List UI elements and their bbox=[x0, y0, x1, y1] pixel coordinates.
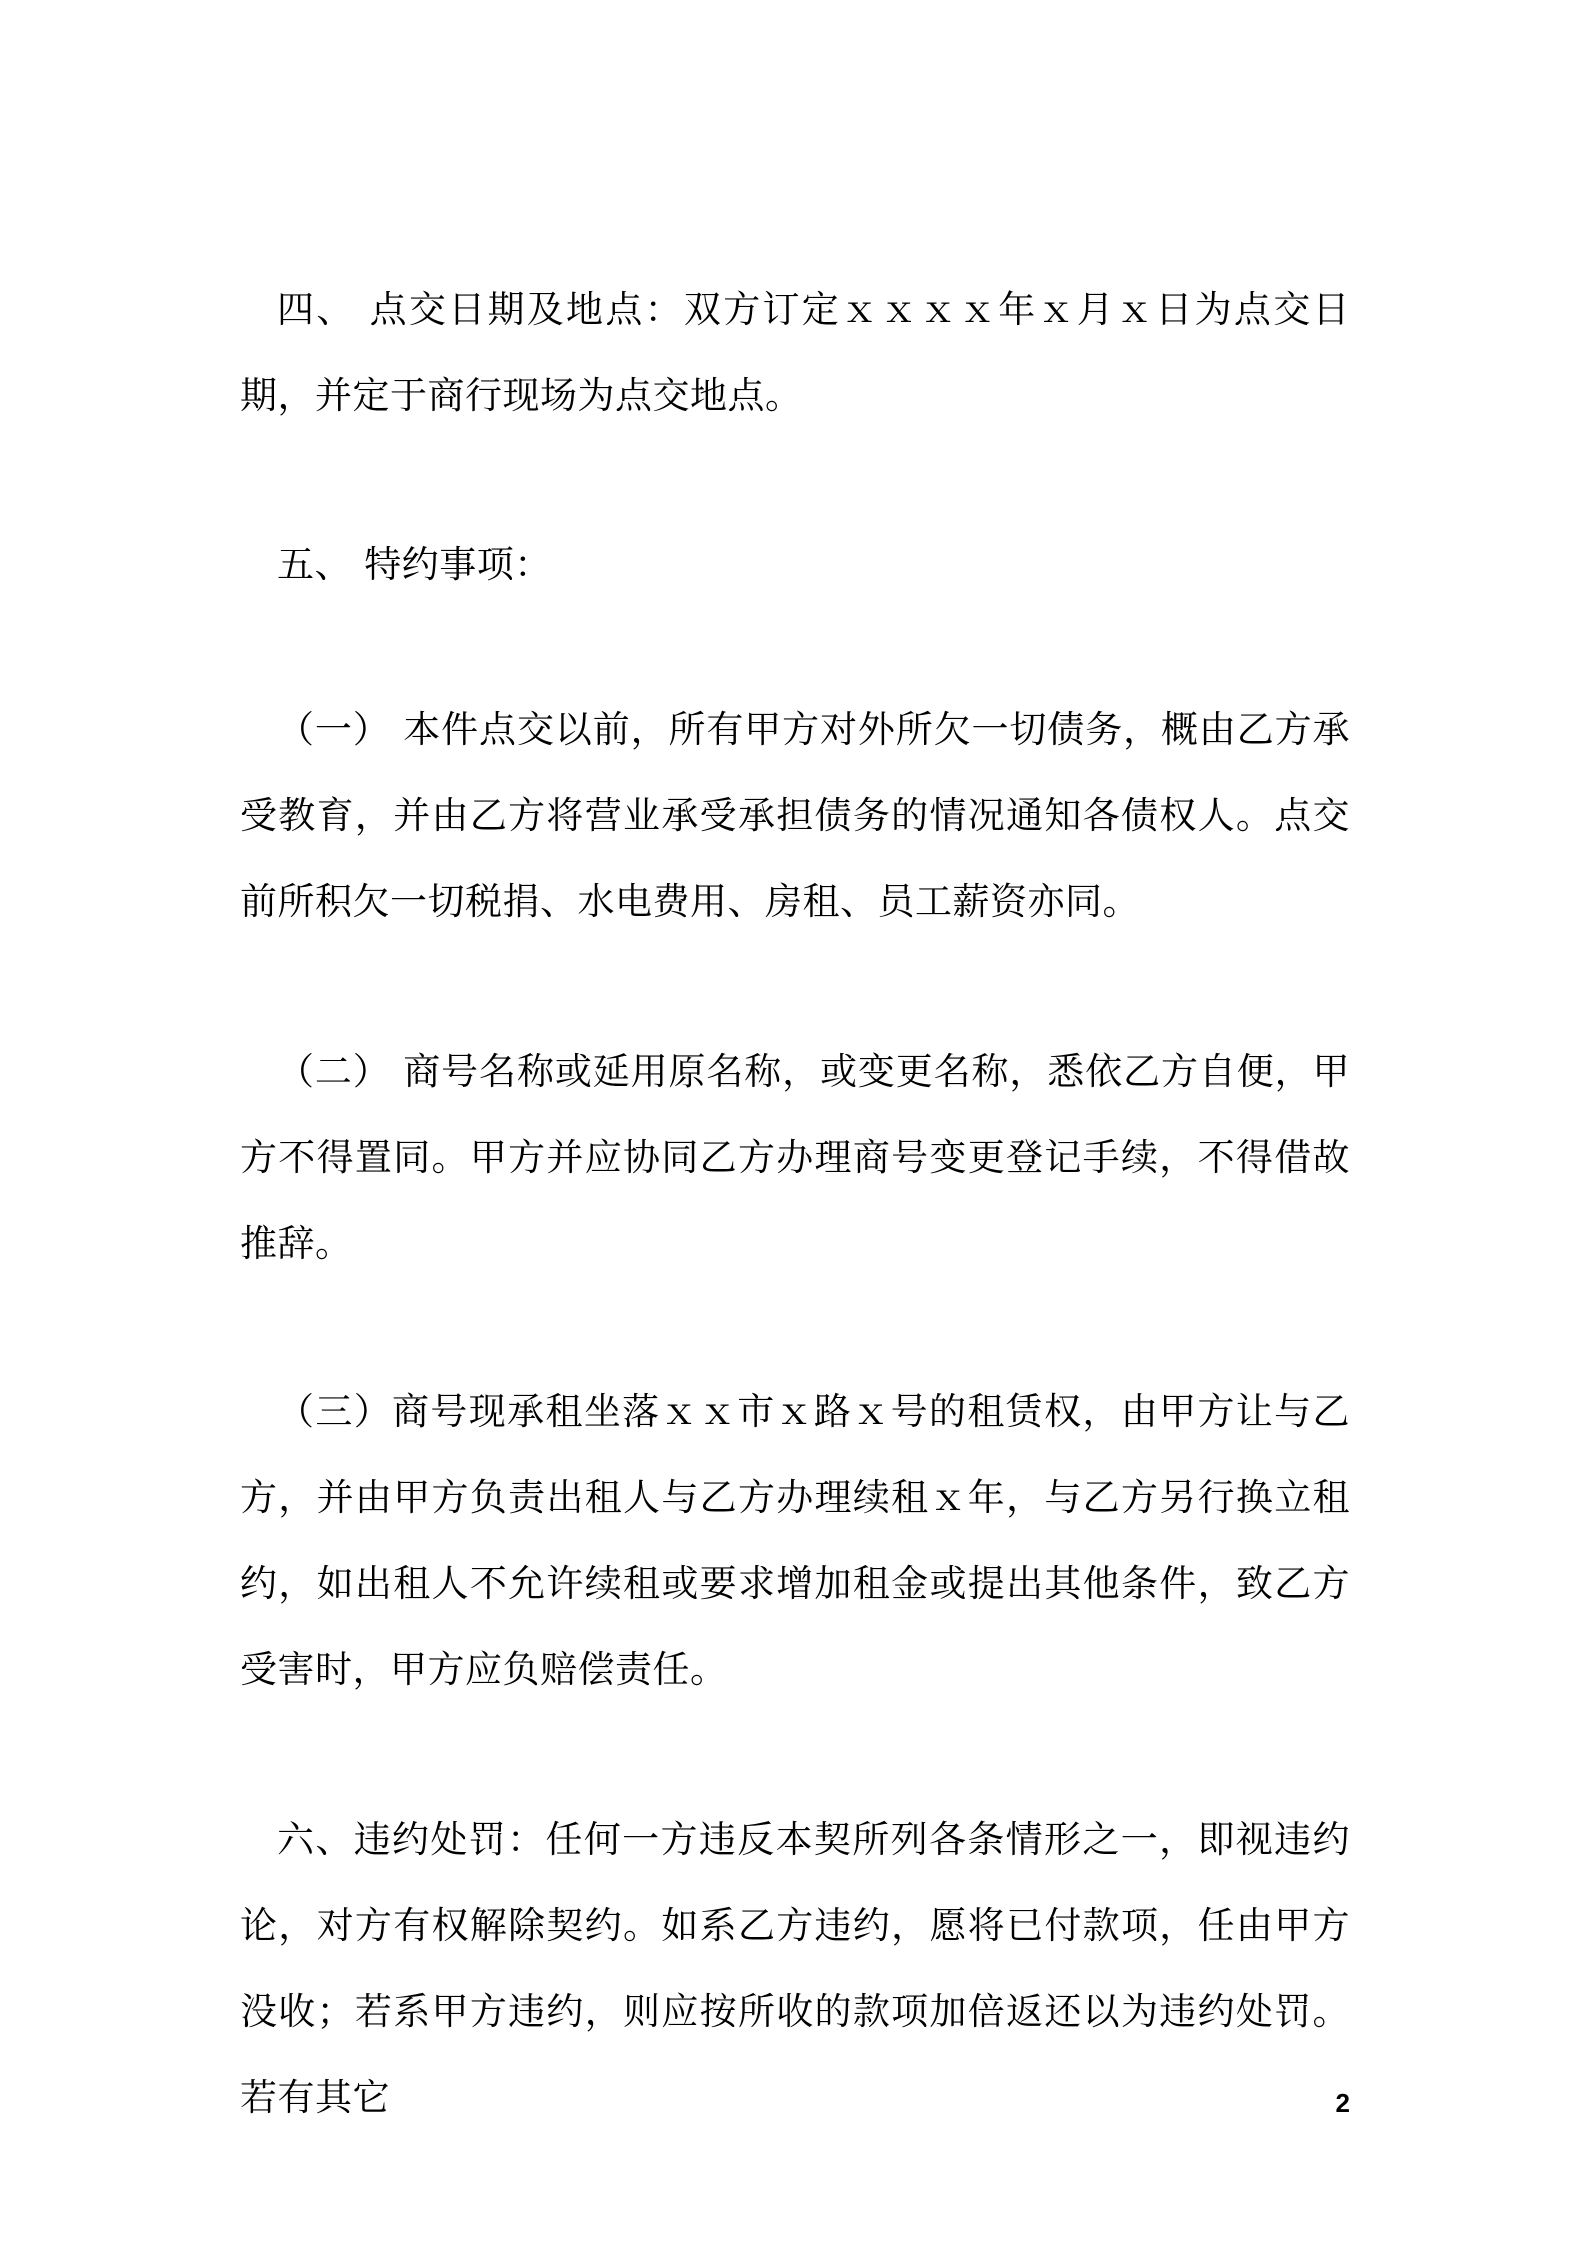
paragraph-breach-penalty: 六、违约处罚：任何一方违反本契所列各条情形之一，即视违约论，对方有权解除契约。如系乙方违约，愿将已付款项，任由甲方没收；若系甲方违约，则应按所收的款项加倍返还以为违约处罚。若有其它 bbox=[240, 1818, 1350, 2119]
paragraph-delivery-date: 四、 点交日期及地点：双方订定ｘｘｘｘ年ｘ月ｘ日为点交日期，并定于商行现场为点交地点。 bbox=[240, 288, 1350, 417]
paragraph-debts-clause: （一） 本件点交以前，所有甲方对外所欠一切债务，概由乙方承受教育，并由乙方将营业承受承担债务的情况通知各债权人。点交前所积欠一切税捐、水电费用、房租、员工薪资亦同。 bbox=[240, 708, 1350, 923]
paragraph-trade-name-clause: （二） 商号名称或延用原名称，或变更名称，悉依乙方自便，甲方不得置同。甲方并应协同乙方办理商号变更登记手续，不得借故推辞。 bbox=[240, 1050, 1350, 1265]
paragraph-lease-clause: （三）商号现承租坐落ｘｘ市ｘ路ｘ号的租赁权，由甲方让与乙方，并由甲方负责出租人与乙方办理续租ｘ年，与乙方另行换立租约，如出租人不允许续租或要求增加租金或提出其他条件，致乙方受害时，甲方应负赔偿责任。 bbox=[240, 1390, 1350, 1691]
paragraph-special-terms-heading: 五、 特约事项： bbox=[277, 543, 552, 586]
page-number: 2 bbox=[1335, 2088, 1350, 2118]
